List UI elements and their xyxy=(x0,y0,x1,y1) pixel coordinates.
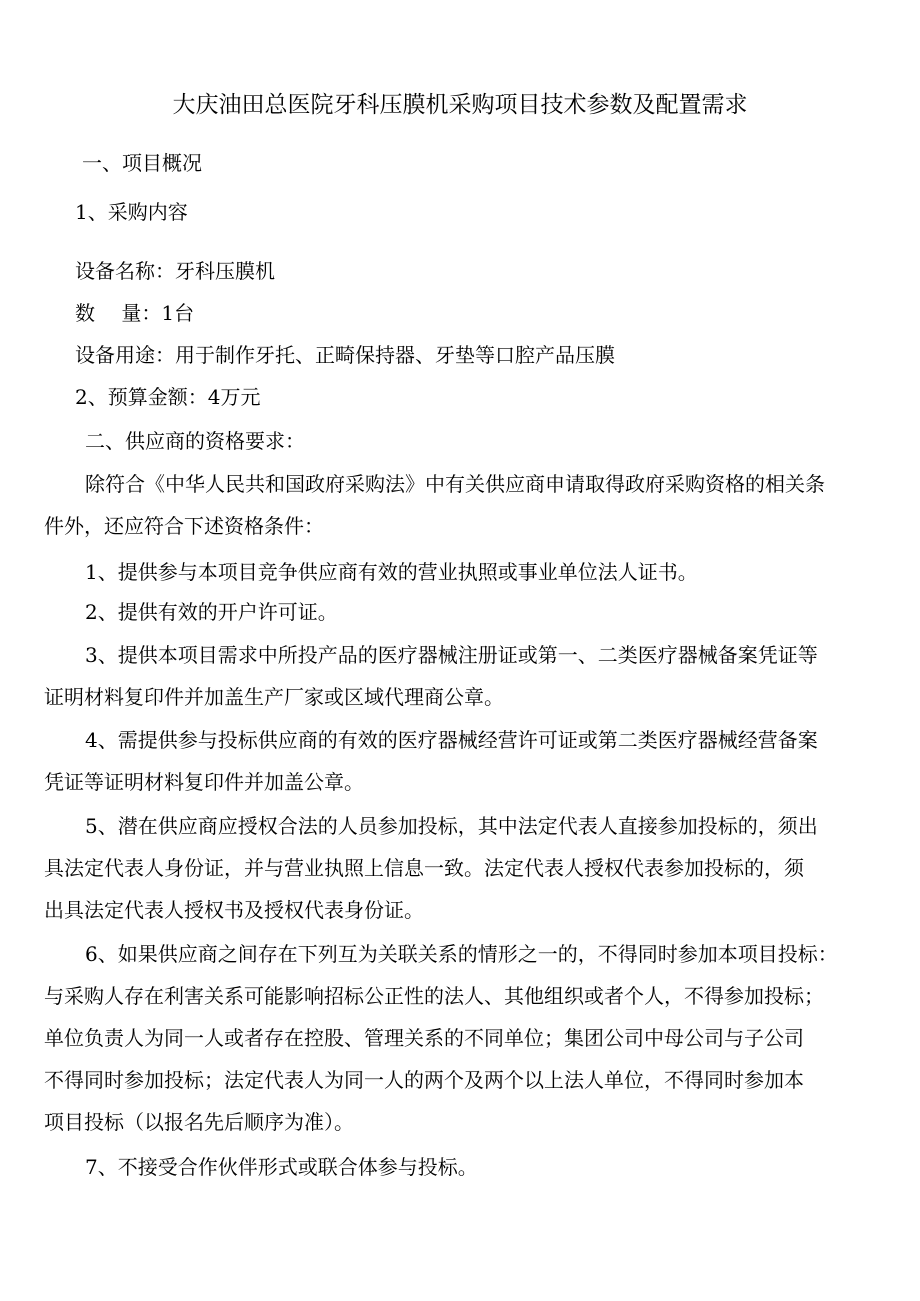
requirement-5-line-2: 具法定代表人身份证，并与营业执照上信息一致。法定代表人授权代表参加投标的，须 xyxy=(44,856,804,880)
section1-heading: 一、项目概况 xyxy=(82,151,202,175)
intro-line-1: 除符合《中华人民共和国政府采购法》中有关供应商申请取得政府采购资格的相关条 xyxy=(85,472,825,496)
sub1-heading: 1、采购内容 xyxy=(75,200,188,224)
section2-heading: 二、供应商的资格要求： xyxy=(85,429,305,453)
requirement-7: 7、不接受合作伙伴形式或联合体参与投标。 xyxy=(85,1155,478,1179)
requirement-4-line-1: 4、需提供参与投标供应商的有效的医疗器械经营许可证或第二类医疗器械经营备案 xyxy=(85,728,818,752)
requirement-3-line-2: 证明材料复印件并加盖生产厂家或区域代理商公章。 xyxy=(44,685,504,709)
requirement-5-line-3: 出具法定代表人授权书及授权代表身份证。 xyxy=(44,898,424,922)
requirement-6-line-2: 与采购人存在利害关系可能影响招标公正性的法人、其他组织或者个人，不得参加投标； xyxy=(44,984,824,1008)
requirement-6-line-3: 单位负责人为同一人或者存在控股、管理关系的不同单位；集团公司中母公司与子公司 xyxy=(44,1026,804,1050)
device-name-line: 设备名称：牙科压膜机 xyxy=(75,259,275,283)
usage-line: 设备用途：用于制作牙托、正畸保持器、牙垫等口腔产品压膜 xyxy=(75,343,615,367)
requirement-5-line-1: 5、潜在供应商应授权合法的人员参加投标，其中法定代表人直接参加投标的，须出 xyxy=(85,814,818,838)
document-title: 大庆油田总医院牙科压膜机采购项目技术参数及配置需求 xyxy=(172,92,748,118)
requirement-3-line-1: 3、提供本项目需求中所投产品的医疗器械注册证或第一、二类医疗器械备案凭证等 xyxy=(85,643,818,667)
quantity-line: 数 量：1台 xyxy=(75,301,195,325)
requirement-6-line-5: 项目投标（以报名先后顺序为准）。 xyxy=(44,1110,354,1134)
intro-line-2: 件外，还应符合下述资格条件： xyxy=(44,514,324,538)
budget-line: 2、预算金额：4万元 xyxy=(75,385,261,409)
requirement-6-line-1: 6、如果供应商之间存在下列互为关联关系的情形之一的，不得同时参加本项目投标： xyxy=(85,942,838,966)
requirement-4-line-2: 凭证等证明材料复印件并加盖公章。 xyxy=(44,770,364,794)
requirement-2: 2、提供有效的开户许可证。 xyxy=(85,600,338,624)
requirement-6-line-4: 不得同时参加投标；法定代表人为同一人的两个及两个以上法人单位，不得同时参加本 xyxy=(44,1068,804,1092)
requirement-1: 1、提供参与本项目竞争供应商有效的营业执照或事业单位法人证书。 xyxy=(85,560,698,584)
